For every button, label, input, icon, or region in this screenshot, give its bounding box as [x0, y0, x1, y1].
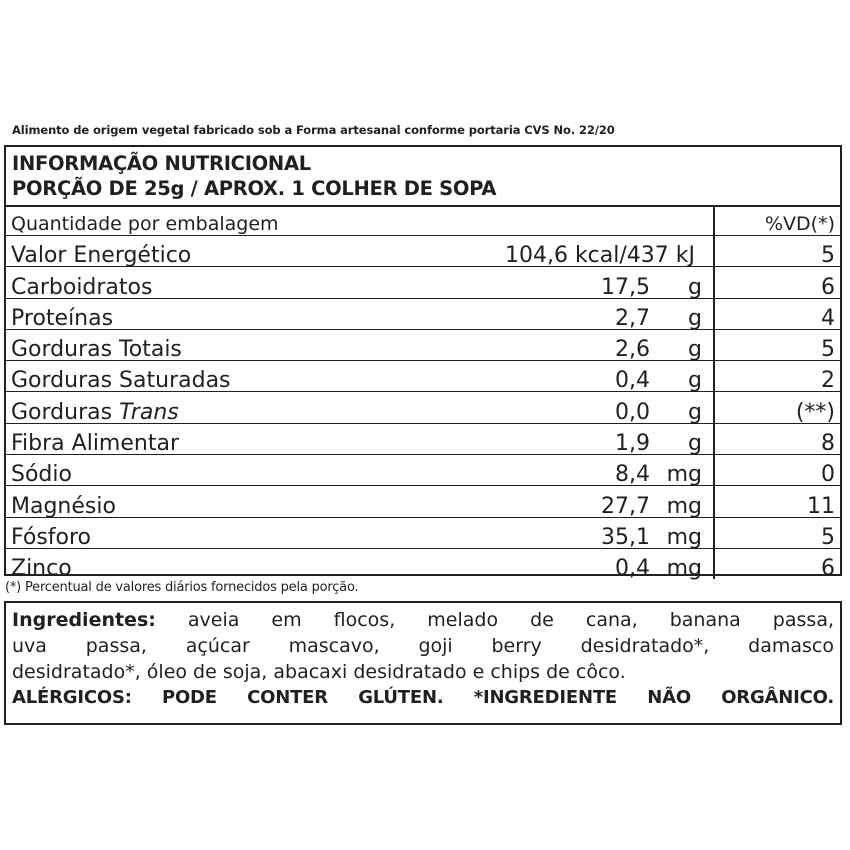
nutrient-quantity: 1,9 — [615, 431, 650, 457]
trans-italic: Trans — [119, 399, 179, 425]
nutrient-quantity: 27,7 — [601, 493, 650, 519]
nutrient-quantity: 0,4 — [615, 368, 650, 394]
nutrient-vd: 0 — [821, 462, 835, 488]
ingredients-line-1: Ingredientes: aveia em flocos, melado de cana, banana passa, — [12, 609, 834, 631]
nutrient-quantity: 17,5 — [601, 274, 650, 300]
nutrient-unit: mg — [666, 462, 702, 488]
nutrient-vd: 8 — [821, 431, 835, 457]
nutrient-unit: mg — [666, 493, 702, 519]
nutrient-name: Valor Energético — [11, 243, 192, 269]
quantity-column-header: Quantidade por embalagem — [11, 213, 279, 235]
nutrient-vd: 6 — [821, 274, 835, 300]
nutrient-name: Fósforo — [11, 524, 92, 550]
energy-row — [6, 236, 840, 267]
nutrient-name: Magnésio — [11, 493, 116, 519]
column-header-row — [6, 207, 840, 236]
nutrient-quantity: 2,6 — [615, 337, 650, 363]
nutrient-unit: g — [688, 305, 702, 331]
nutrient-vd: 5 — [821, 337, 835, 363]
allergens-warning: ALÉRGICOS: PODE CONTER GLÚTEN. *INGREDIENTE NÃO ORGÂNICO. — [12, 687, 834, 708]
nutrient-unit: g — [688, 368, 702, 394]
nutrient-row — [6, 299, 840, 330]
ingredients-box — [4, 601, 842, 725]
nutrition-header — [6, 147, 840, 207]
nutrient-name: Sódio — [11, 462, 72, 488]
nutrient-quantity: 104,6 kcal/437 kJ — [504, 243, 695, 269]
nutrient-quantity: 0,0 — [615, 399, 650, 425]
nutrient-unit: g — [688, 337, 702, 363]
nutrient-row — [6, 361, 840, 392]
portion-size: PORÇÃO DE 25g / APROX. 1 COLHER DE SOPA — [12, 177, 497, 200]
nutrient-name: Gorduras Saturadas — [11, 368, 231, 394]
nutrient-vd: (**) — [795, 399, 835, 425]
nutrient-name: Fibra Alimentar — [11, 431, 179, 457]
nutrient-vd: 2 — [821, 368, 835, 394]
nutrient-quantity: 8,4 — [615, 462, 650, 488]
nutrient-row — [6, 330, 840, 361]
nutrient-name: Carboidratos — [11, 274, 153, 300]
nutrient-name: Gorduras Totais — [11, 337, 182, 363]
nutrient-quantity: 0,4 — [615, 556, 650, 582]
ingredients-label: Ingredientes: — [12, 609, 156, 631]
nutrient-row — [6, 392, 840, 423]
nutrient-row — [6, 486, 840, 517]
nutrient-row — [6, 267, 840, 298]
nutrient-vd: 11 — [807, 493, 835, 519]
nutrient-unit: g — [688, 399, 702, 425]
nutrient-row — [6, 424, 840, 455]
nutrient-vd: 4 — [821, 305, 835, 331]
nutrient-unit: g — [688, 431, 702, 457]
ingredients-line-2: uva passa, açúcar mascavo, goji berry desidratado*, damasco — [12, 635, 834, 657]
nutrient-row — [6, 518, 840, 549]
nutrient-vd: 5 — [821, 524, 835, 550]
nutrient-quantity: 2,7 — [615, 305, 650, 331]
nutrient-name: Proteínas — [11, 305, 114, 331]
vd-footnote: (*) Percentual de valores diários fornecidos pela porção. — [5, 580, 359, 595]
nutrient-unit: mg — [666, 524, 702, 550]
vd-column-header: %VD(*) — [764, 213, 835, 235]
nutrition-title: INFORMAÇÃO NUTRICIONAL — [12, 152, 311, 175]
nutrient-vd: 6 — [821, 556, 835, 582]
nutrient-name: Gorduras Trans — [11, 399, 179, 425]
nutrient-name: Zinco — [11, 556, 72, 582]
ingredients-line-3: desidratado*, óleo de soja, abacaxi desidratado e chips de côco. — [12, 661, 626, 683]
nutrient-row — [6, 549, 840, 582]
nutrient-quantity: 35,1 — [601, 524, 650, 550]
nutrient-unit: mg — [666, 556, 702, 582]
nutrient-unit: g — [688, 274, 702, 300]
nutrient-vd: 5 — [821, 243, 835, 269]
nutrition-facts-table — [4, 145, 842, 582]
nutrient-row — [6, 455, 840, 486]
regulatory-note: Alimento de origem vegetal fabricado sob a Forma artesanal conforme portaria CVS No. 22/20 — [12, 123, 615, 137]
